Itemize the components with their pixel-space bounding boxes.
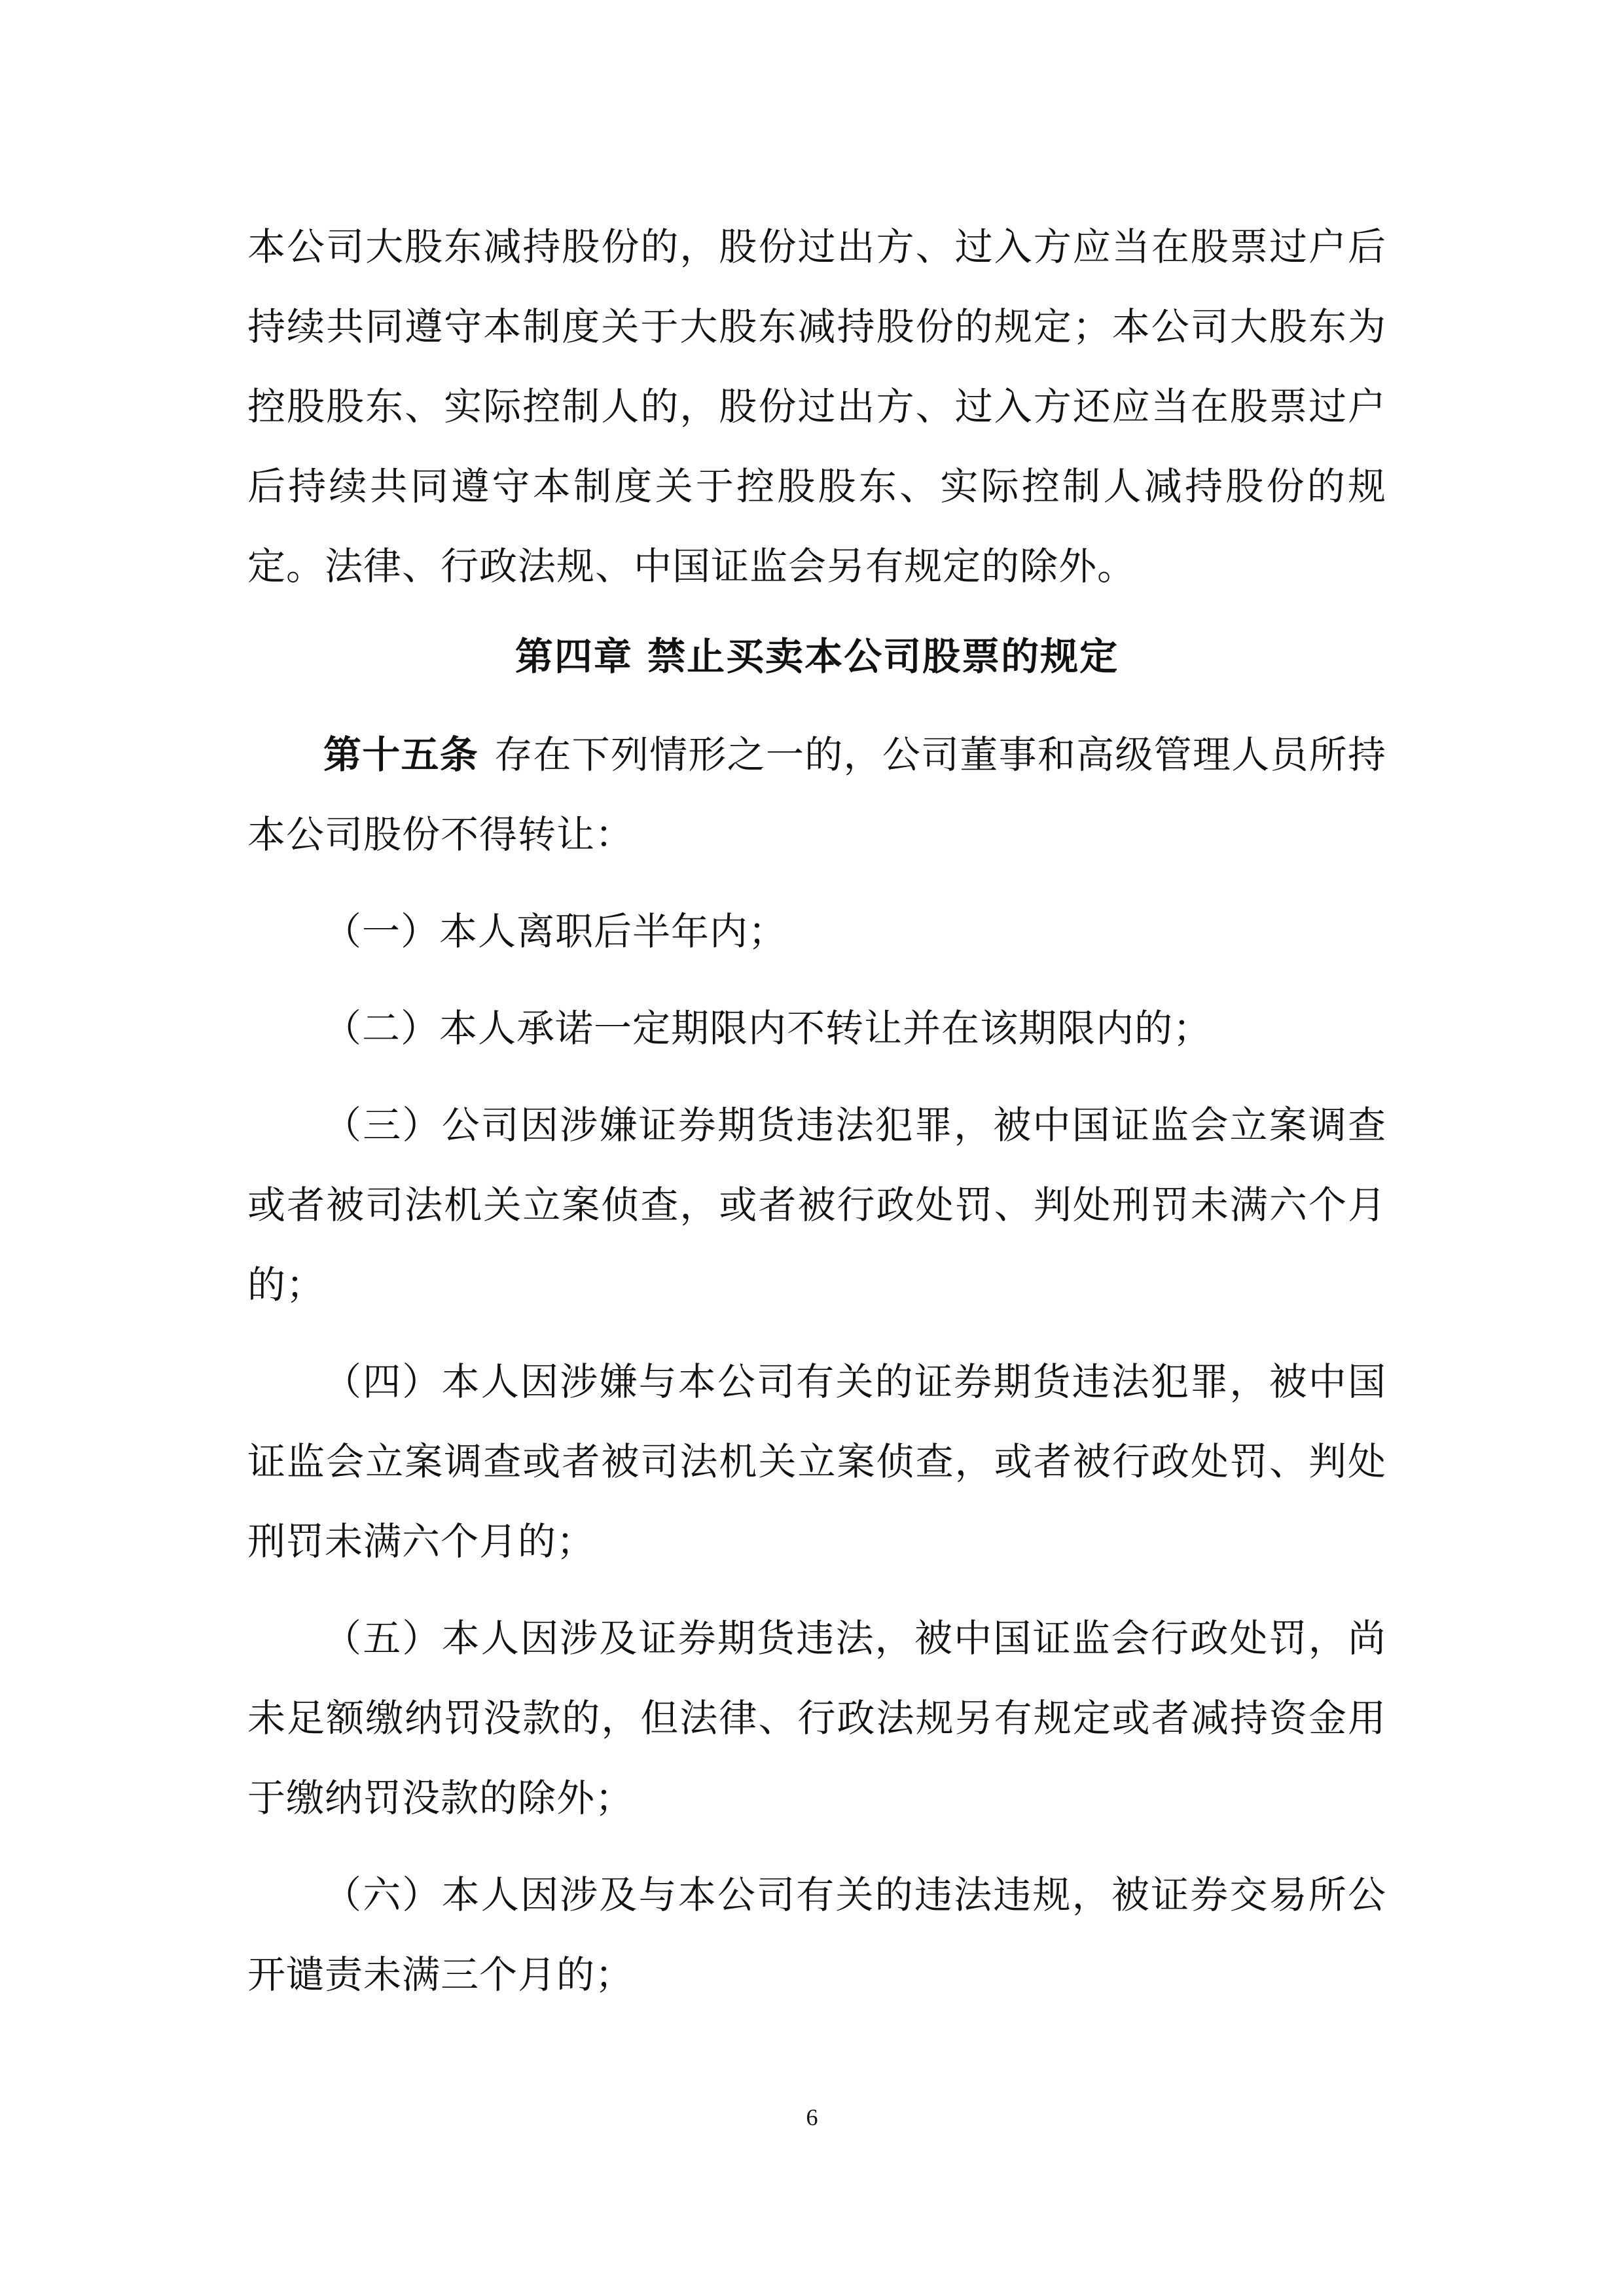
intro-paragraph: 本公司大股东减持股份的，股份过出方、过入方应当在股票过户后持续共同遵守本制度关于大股东减持股份的规定；本公司大股东为控股股东、实际控制人的，股份过出方、过入方还应当在股票过户后持续共同遵守本制度关于控股股东、实际控制人减持股份的规定。法律、行政法规、中国证监会另有规定的除外。 <box>247 224 1386 588</box>
list-item: （六）本人因涉及与本公司有关的违法违规，被证券交易所公开谴责未满三个月的； <box>247 1873 1386 1997</box>
chapter-title: 第四章 禁止买卖本公司股票的规定 <box>514 634 1119 679</box>
page-number: 6 <box>806 2104 818 2130</box>
list-item: （一）本人离职后半年内； <box>323 909 787 954</box>
list-item: （二）本人承诺一定期限内不转让并在该期限内的； <box>323 1006 1212 1050</box>
article-number: 第十五条 <box>323 732 479 777</box>
list-item: （四）本人因涉嫌与本公司有关的证券期货违法犯罪，被中国证监会立案调查或者被司法机关立案侦查，或者被行政处罚、判处刑罚未满六个月的； <box>247 1359 1386 1564</box>
document-body <box>247 207 1386 2015</box>
list-item: （五）本人因涉及证券期货违法，被中国证监会行政处罚，尚未足额缴纳罚没款的，但法律、行政法规另有规定或者减持资金用于缴纳罚没款的除外； <box>247 1616 1386 1820</box>
article-text: 存在下列情形之一的，公司董事和高级管理人员所持本公司股份不得转让： <box>247 732 1386 857</box>
list-item: （三）公司因涉嫌证券期货违法犯罪，被中国证监会立案调查或者被司法机关立案侦查，或者被行政处罚、判处刑罚未满六个月的； <box>247 1103 1386 1307</box>
article-15-paragraph <box>247 715 1386 874</box>
